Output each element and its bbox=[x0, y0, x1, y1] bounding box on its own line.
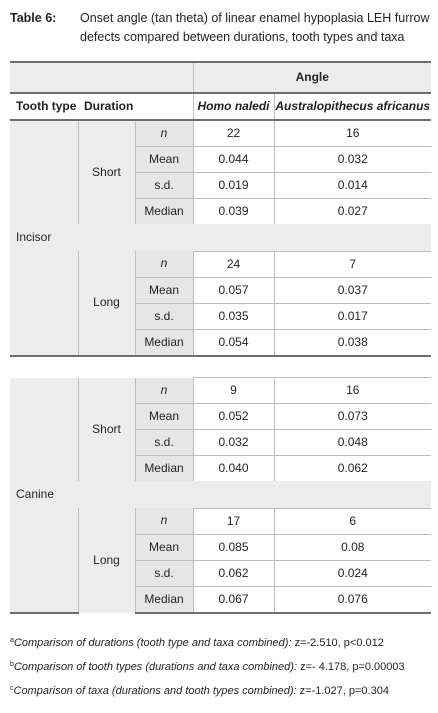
homo-naledi-value: 0.044 bbox=[193, 147, 274, 173]
col-header-stat bbox=[135, 93, 193, 120]
footnote-stat: z=-1.027, p=0.304 bbox=[299, 685, 389, 697]
australopithecus-value: 0.073 bbox=[274, 404, 431, 430]
footnotes bbox=[10, 631, 435, 703]
homo-naledi-value: 24 bbox=[193, 251, 274, 277]
australopithecus-value: 0.024 bbox=[274, 560, 431, 586]
table-row bbox=[10, 120, 431, 147]
homo-naledi-value: 17 bbox=[193, 508, 274, 534]
homo-naledi-value: 0.039 bbox=[193, 199, 274, 225]
australopithecus-value: 0.027 bbox=[274, 199, 431, 225]
australopithecus-value: 0.076 bbox=[274, 586, 431, 613]
angle-group-header: Angle bbox=[193, 62, 431, 93]
australopithecus-value: 0.017 bbox=[274, 303, 431, 329]
homo-naledi-value: 0.085 bbox=[193, 534, 274, 560]
duration-cell: Short bbox=[78, 120, 135, 224]
stat-label-cell: s.d. bbox=[135, 430, 193, 456]
homo-naledi-value: 0.019 bbox=[193, 173, 274, 199]
homo-naledi-value: 0.054 bbox=[193, 329, 274, 356]
table-body bbox=[10, 120, 431, 613]
homo-naledi-value: 0.040 bbox=[193, 456, 274, 482]
footnote-text: Comparison of taxa (durations and tooth types combined): bbox=[13, 685, 300, 697]
table-caption bbox=[10, 9, 430, 47]
header-row-columns bbox=[10, 93, 431, 120]
footnote-text: Comparison of tooth types (durations and taxa combined): bbox=[13, 661, 301, 673]
footnote-c bbox=[10, 679, 435, 703]
australopithecus-value: 0.038 bbox=[274, 329, 431, 356]
homo-naledi-value: 0.062 bbox=[193, 560, 274, 586]
homo-naledi-value: 0.067 bbox=[193, 586, 274, 613]
stat-label-cell: n bbox=[135, 378, 193, 404]
stat-label-cell: Mean bbox=[135, 147, 193, 173]
footnote-stat: z=- 4.178, p=0.00003 bbox=[300, 661, 405, 673]
stat-label-cell: s.d. bbox=[135, 560, 193, 586]
table-row bbox=[10, 378, 431, 404]
stat-label-cell: n bbox=[135, 508, 193, 534]
col-header-tooth-type: Tooth type bbox=[10, 93, 78, 120]
block-gap-row bbox=[10, 356, 431, 378]
col-header-australopithecus: Australopithecus africanus bbox=[274, 93, 431, 120]
footnote-mark: c bbox=[10, 685, 14, 692]
stat-label-cell: n bbox=[135, 120, 193, 147]
homo-naledi-value: 0.057 bbox=[193, 277, 274, 303]
header-row-group bbox=[10, 62, 431, 93]
tooth-type-cell: Canine bbox=[10, 378, 78, 613]
australopithecus-value: 0.032 bbox=[274, 147, 431, 173]
duration-cell: Long bbox=[78, 508, 135, 613]
stat-label-cell: Mean bbox=[135, 277, 193, 303]
data-table bbox=[10, 61, 431, 614]
australopithecus-value: 0.048 bbox=[274, 430, 431, 456]
australopithecus-value: 7 bbox=[274, 251, 431, 277]
table-title: Onset angle (tan theta) of linear enamel hypoplasia LEH furrow defects compared between durations, tooth types and taxa bbox=[80, 11, 430, 44]
homo-naledi-value: 0.032 bbox=[193, 430, 274, 456]
table-label: Table 6: bbox=[10, 11, 57, 25]
col-header-homo-naledi: Homo naledi bbox=[193, 93, 274, 120]
tooth-type-cell: Incisor bbox=[10, 120, 78, 356]
homo-naledi-value: 0.035 bbox=[193, 303, 274, 329]
stat-label-cell: Median bbox=[135, 456, 193, 482]
stat-label-cell: n bbox=[135, 251, 193, 277]
duration-cell: Short bbox=[78, 378, 135, 482]
footnote-mark: a bbox=[10, 637, 14, 644]
australopithecus-value: 0.037 bbox=[274, 277, 431, 303]
australopithecus-value: 0.062 bbox=[274, 456, 431, 482]
stat-label-cell: Mean bbox=[135, 404, 193, 430]
footnote-b bbox=[10, 655, 435, 679]
footnote-mark: b bbox=[10, 661, 14, 668]
stat-label-cell: Median bbox=[135, 586, 193, 613]
stat-label-cell: Median bbox=[135, 199, 193, 225]
footnote-a bbox=[10, 631, 435, 655]
duration-cell: Long bbox=[78, 251, 135, 356]
homo-naledi-value: 22 bbox=[193, 120, 274, 147]
col-header-duration: Duration bbox=[78, 93, 135, 120]
australopithecus-value: 0.08 bbox=[274, 534, 431, 560]
stat-label-cell: s.d. bbox=[135, 173, 193, 199]
homo-naledi-value: 9 bbox=[193, 378, 274, 404]
australopithecus-value: 0.014 bbox=[274, 173, 431, 199]
australopithecus-value: 16 bbox=[274, 378, 431, 404]
australopithecus-value: 16 bbox=[274, 120, 431, 147]
footnote-stat: z=-2.510, p<0.012 bbox=[294, 637, 384, 649]
stat-label-cell: Mean bbox=[135, 534, 193, 560]
footnote-text: Comparison of durations (tooth type and taxa combined): bbox=[13, 637, 295, 649]
stat-label-cell: s.d. bbox=[135, 303, 193, 329]
australopithecus-value: 6 bbox=[274, 508, 431, 534]
stat-label-cell: Median bbox=[135, 329, 193, 356]
homo-naledi-value: 0.052 bbox=[193, 404, 274, 430]
